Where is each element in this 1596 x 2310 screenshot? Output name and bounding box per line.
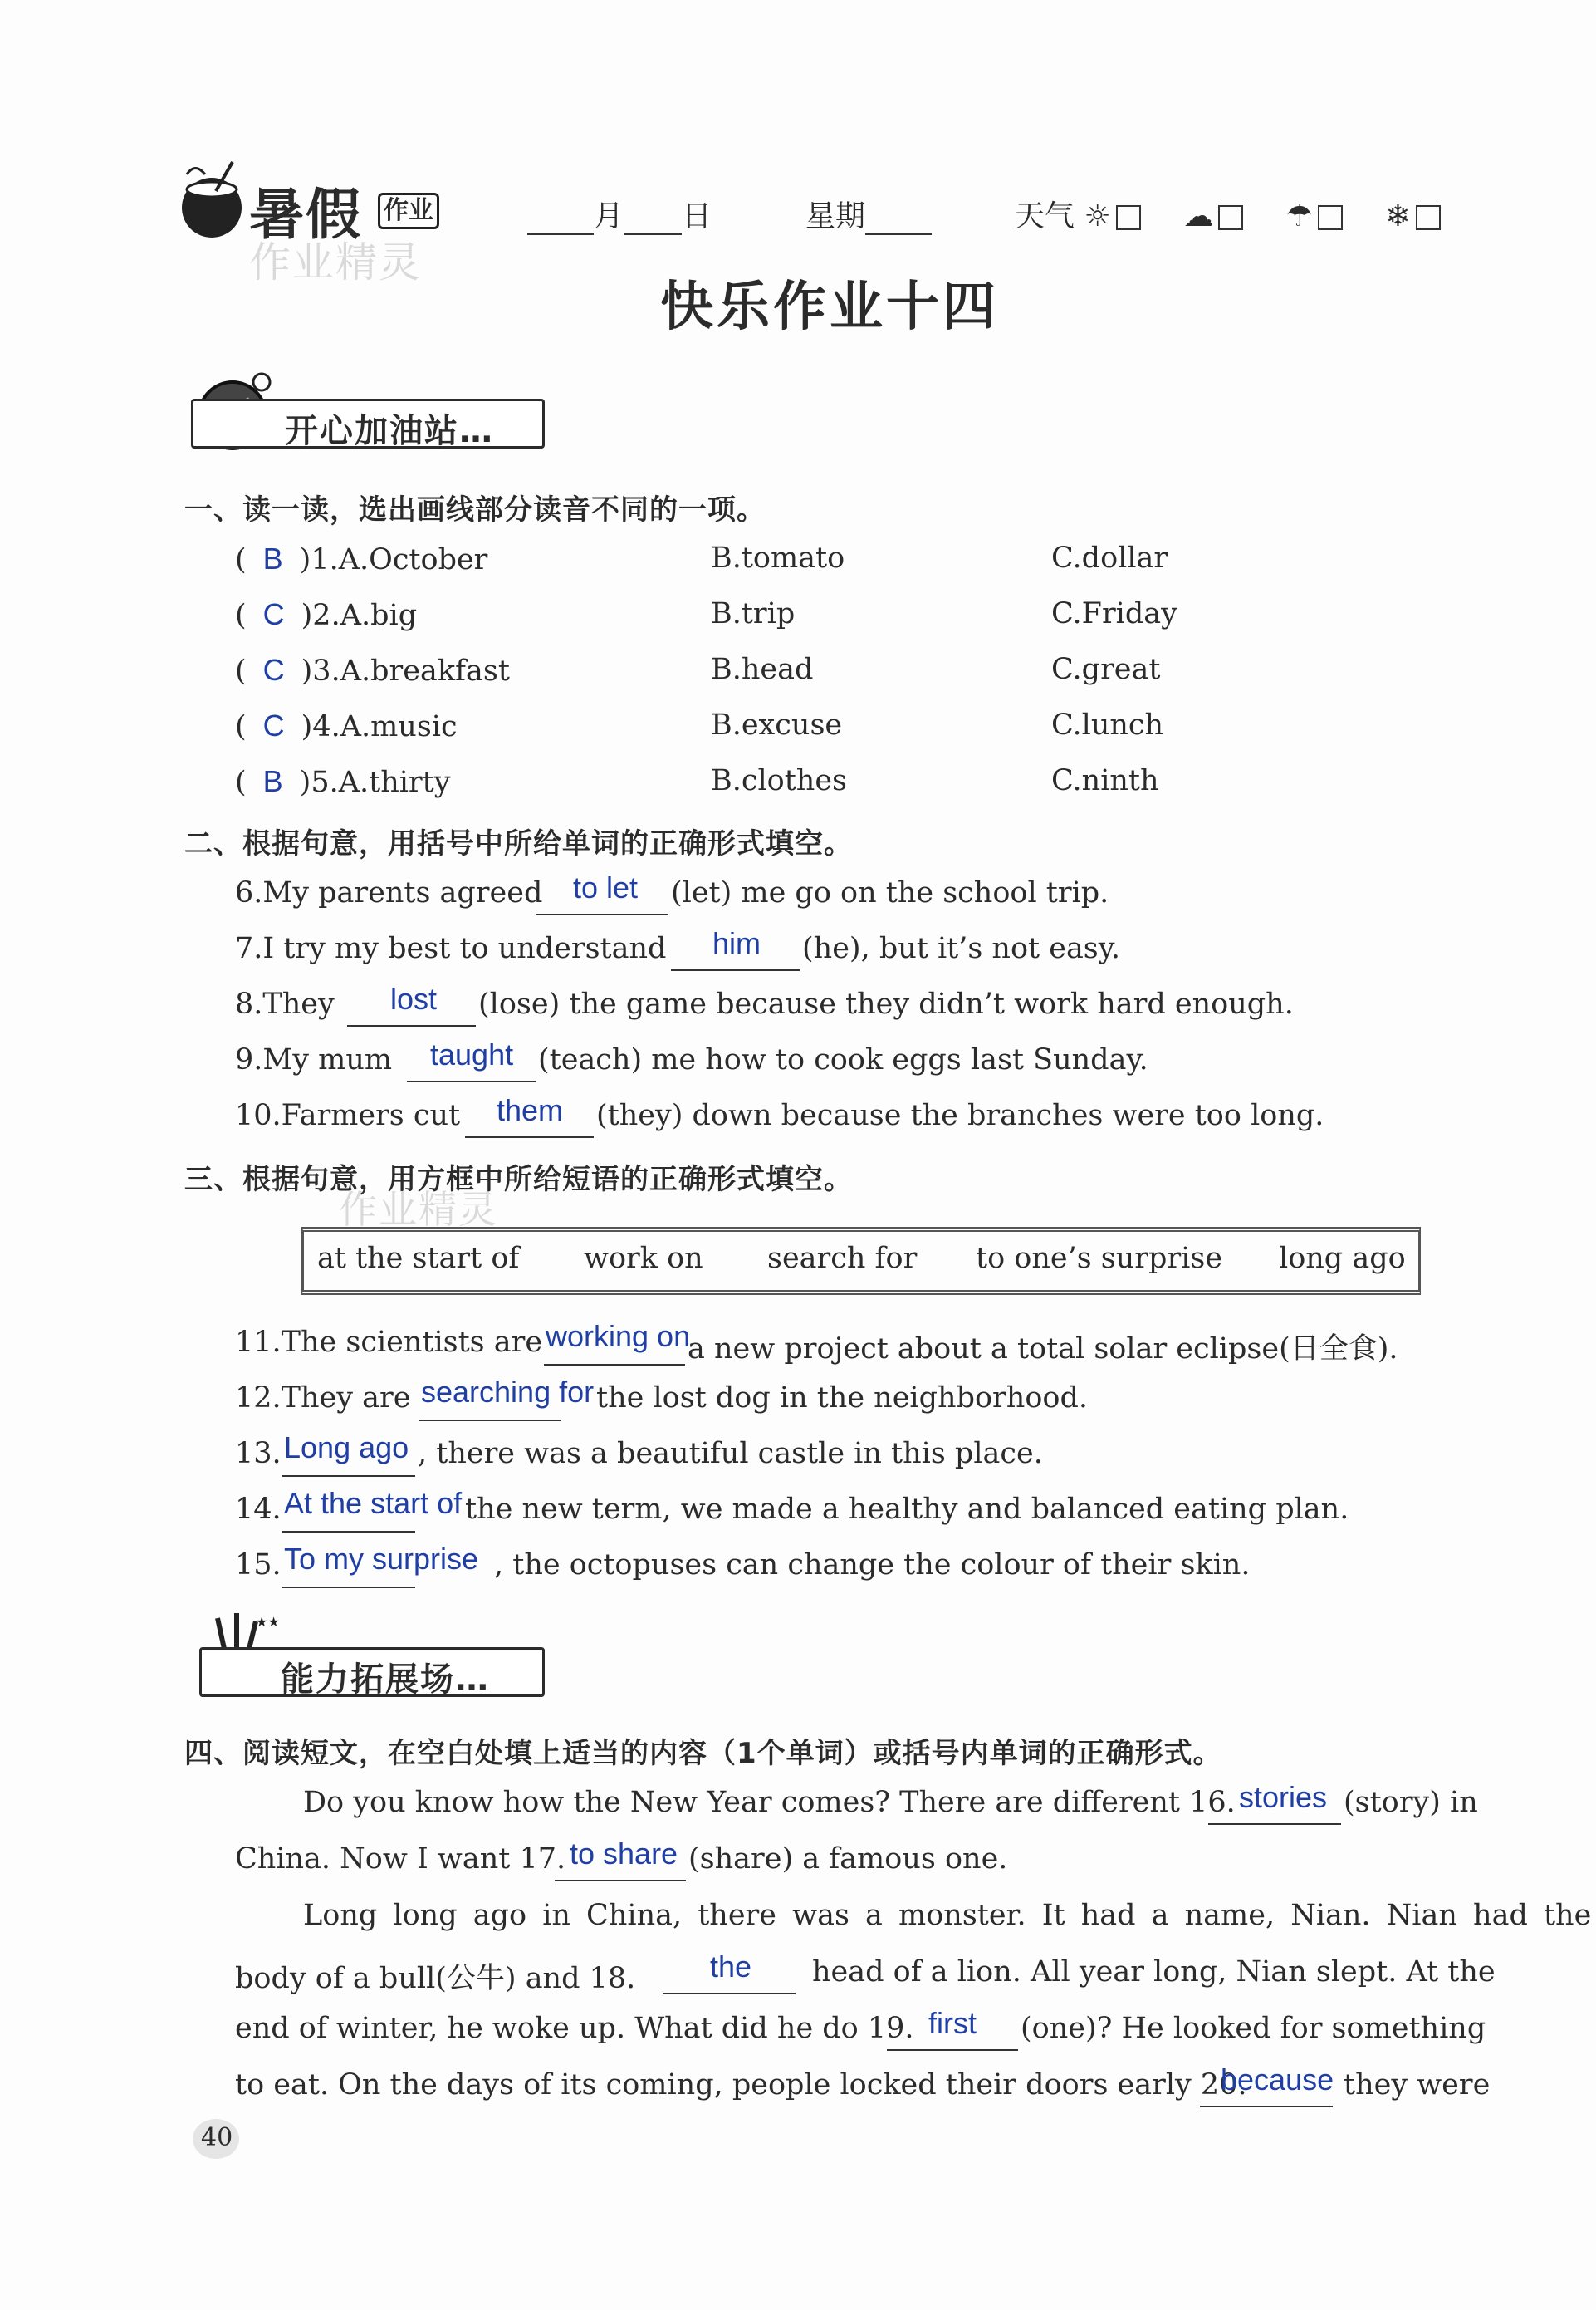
q4-line-1: Do you know how the New Year comes? There are different 16. bbox=[303, 1786, 1236, 1819]
answer-17: to share bbox=[570, 1837, 678, 1871]
q3-14-text: 14. bbox=[235, 1493, 282, 1526]
q4-line-1-end: (story) in bbox=[1344, 1786, 1478, 1819]
rain-icon: ☂ bbox=[1285, 199, 1313, 233]
answer-2: C bbox=[262, 597, 285, 631]
blank-7 bbox=[671, 968, 800, 971]
blank-19 bbox=[887, 2048, 1018, 2051]
page-title: 快乐作业十四 bbox=[660, 277, 999, 338]
q4-heading: 四、阅读短文，在空白处填上适当的内容（1个单词）或括号内单词的正确形式。 bbox=[184, 1737, 1222, 1770]
brand-tag: 作业 bbox=[378, 193, 439, 229]
q1-option-b: B.clothes bbox=[711, 764, 847, 797]
q3-11-rest: a new project about a total solar eclipse(日全食). bbox=[688, 1332, 1398, 1366]
blank-14 bbox=[282, 1529, 415, 1533]
blank-12 bbox=[419, 1418, 561, 1421]
q1-option-c: C.ninth bbox=[1051, 764, 1159, 797]
snowy-checkbox[interactable] bbox=[1416, 205, 1441, 230]
q4-line-5-end: (one)? He looked for something bbox=[1021, 2012, 1486, 2045]
q1-option-b: B.trip bbox=[711, 597, 796, 630]
blank-8 bbox=[347, 1023, 476, 1027]
blank-6 bbox=[536, 912, 668, 915]
q2-10-rest: (they) down because the branches were too long. bbox=[596, 1099, 1324, 1132]
weather-field bbox=[1015, 193, 1441, 235]
sunny-checkbox[interactable] bbox=[1116, 205, 1141, 230]
q4-line-5: end of winter, he woke up. What did he do 19. bbox=[235, 2012, 914, 2045]
q3-11-text: 11.The scientists are bbox=[235, 1326, 543, 1359]
section-banner-1-label: 开心加油站… bbox=[285, 412, 494, 450]
q4-line-4: body of a bull(公牛) and 18. bbox=[235, 1962, 636, 1995]
answer-1: B bbox=[262, 542, 283, 576]
q4-line-6-end: they were bbox=[1344, 2068, 1491, 2102]
answer-9: taught bbox=[430, 1037, 514, 1072]
answer-5: B bbox=[262, 764, 283, 798]
blank-18 bbox=[663, 1991, 796, 1994]
cloud-icon: ☁ bbox=[1183, 199, 1214, 233]
answer-13: Long ago bbox=[284, 1430, 409, 1464]
section-banner-1 bbox=[191, 399, 545, 449]
blank-13 bbox=[282, 1474, 415, 1477]
q3-15-rest: , the octopuses can change the colour of their skin. bbox=[494, 1548, 1251, 1582]
q3-13-rest: , there was a beautiful castle in this place. bbox=[418, 1437, 1043, 1470]
q1-option-b: B.tomato bbox=[711, 542, 845, 575]
q2-8-rest: (lose) the game because they didn’t work hard enough. bbox=[478, 988, 1294, 1021]
q1-option-b: B.excuse bbox=[711, 709, 843, 742]
answer-18: the bbox=[710, 1950, 752, 1984]
day-blank bbox=[624, 204, 682, 235]
section-banner-2 bbox=[199, 1647, 545, 1697]
rainy-checkbox[interactable] bbox=[1318, 205, 1343, 230]
q1-option-b: B.head bbox=[711, 653, 814, 686]
phrase-item: work on bbox=[584, 1242, 703, 1275]
weekday-field bbox=[805, 193, 932, 235]
q2-6-text: 6.My parents agreed bbox=[235, 876, 543, 910]
blank-11 bbox=[544, 1362, 685, 1366]
q2-9-text: 9.My mum bbox=[235, 1043, 393, 1077]
answer-12: searching for bbox=[421, 1375, 595, 1409]
q3-12-rest: the lost dog in the neighborhood. bbox=[596, 1381, 1088, 1415]
blank-20 bbox=[1200, 2104, 1333, 2107]
blank-16 bbox=[1208, 1822, 1341, 1825]
answer-11: working on bbox=[546, 1319, 691, 1353]
q3-13-text: 13. bbox=[235, 1437, 282, 1470]
q3-12-text: 12.They are bbox=[235, 1381, 411, 1415]
answer-6: to let bbox=[573, 871, 639, 905]
blank-17 bbox=[555, 1878, 686, 1881]
page-number: 40 bbox=[201, 2123, 233, 2152]
q4-line-2-end: (share) a famous one. bbox=[688, 1842, 1008, 1876]
answer-8: lost bbox=[390, 982, 438, 1016]
svg-text:★★: ★★ bbox=[256, 1614, 280, 1630]
blank-9 bbox=[407, 1079, 536, 1082]
q1-item-3: ( C )3.A.breakfast bbox=[235, 653, 510, 688]
q4-line-4-end: head of a lion. All year long, Nian slept. At the bbox=[812, 1955, 1496, 1989]
month-label: 月 bbox=[594, 199, 624, 233]
blank-15 bbox=[282, 1585, 415, 1588]
weather-label: 天气 bbox=[1015, 199, 1075, 233]
phrase-item: long ago bbox=[1279, 1242, 1406, 1275]
answer-3: C bbox=[262, 653, 285, 687]
q1-item-1: ( B )1.A.October bbox=[235, 542, 488, 576]
brand-title: 暑假 bbox=[249, 183, 362, 247]
date-fields bbox=[527, 193, 712, 235]
phrase-item: search for bbox=[767, 1242, 918, 1275]
q3-15-text: 15. bbox=[235, 1548, 282, 1582]
q1-item-2: ( C )2.A.big bbox=[235, 597, 418, 632]
blank-10 bbox=[465, 1135, 594, 1138]
month-blank bbox=[527, 204, 594, 235]
q2-6-rest: (let) me go on the school trip. bbox=[671, 876, 1109, 910]
coconut-drink-icon bbox=[170, 158, 253, 241]
answer-15: To my surprise bbox=[284, 1542, 479, 1576]
weekday-label: 星期 bbox=[805, 199, 866, 233]
q3-heading: 三、根据句意，用方框中所给短语的正确形式填空。 bbox=[184, 1163, 853, 1196]
answer-4: C bbox=[262, 709, 285, 743]
weekday-blank bbox=[865, 204, 932, 235]
q4-line-6: to eat. On the days of its coming, people locked their doors early 20. bbox=[235, 2068, 1247, 2102]
phrase-item: to one’s surprise bbox=[976, 1242, 1223, 1275]
q2-7-rest: (he), but it’s not easy. bbox=[802, 932, 1121, 965]
q1-item-4: ( C )4.A.music bbox=[235, 709, 458, 743]
answer-14: At the start of bbox=[284, 1486, 463, 1520]
q2-9-rest: (teach) me how to cook eggs last Sunday. bbox=[538, 1043, 1148, 1077]
section-banner-2-label: 能力拓展场… bbox=[281, 1660, 490, 1699]
watermark-2: 作业精灵 bbox=[339, 1187, 498, 1232]
q4-line-3: Long long ago in China, there was a monster. It had a name, Nian. Nian had the bbox=[303, 1899, 1592, 1932]
q1-option-c: C.Friday bbox=[1051, 597, 1177, 630]
sun-icon: ☼ bbox=[1084, 199, 1111, 233]
q4-line-2: China. Now I want 17. bbox=[235, 1842, 566, 1876]
answer-16: stories bbox=[1239, 1780, 1328, 1814]
watermark: 作业精灵 bbox=[249, 238, 422, 287]
q2-8-text: 8.They bbox=[235, 988, 335, 1021]
answer-10: them bbox=[497, 1093, 564, 1127]
q2-10-text: 10.Farmers cut bbox=[235, 1099, 461, 1132]
answer-19: first bbox=[928, 2006, 977, 2040]
answer-7: him bbox=[712, 926, 761, 960]
cloudy-checkbox[interactable] bbox=[1218, 205, 1243, 230]
q1-option-c: C.lunch bbox=[1051, 709, 1164, 742]
q1-heading: 一、读一读，选出画线部分读音不同的一项。 bbox=[184, 493, 766, 527]
answer-20: because bbox=[1221, 2062, 1334, 2097]
q1-option-c: C.dollar bbox=[1051, 542, 1168, 575]
phrase-item: at the start of bbox=[317, 1242, 520, 1275]
q1-item-5: ( B )5.A.thirty bbox=[235, 764, 451, 799]
q3-14-rest: the new term, we made a healthy and balanced eating plan. bbox=[465, 1493, 1349, 1526]
snow-icon: ❄ bbox=[1385, 199, 1411, 233]
q2-heading: 二、根据句意，用括号中所给单词的正确形式填空。 bbox=[184, 827, 853, 861]
q2-7-text: 7.I try my best to understand bbox=[235, 932, 667, 965]
day-label: 日 bbox=[682, 199, 712, 233]
q1-option-c: C.great bbox=[1051, 653, 1161, 686]
